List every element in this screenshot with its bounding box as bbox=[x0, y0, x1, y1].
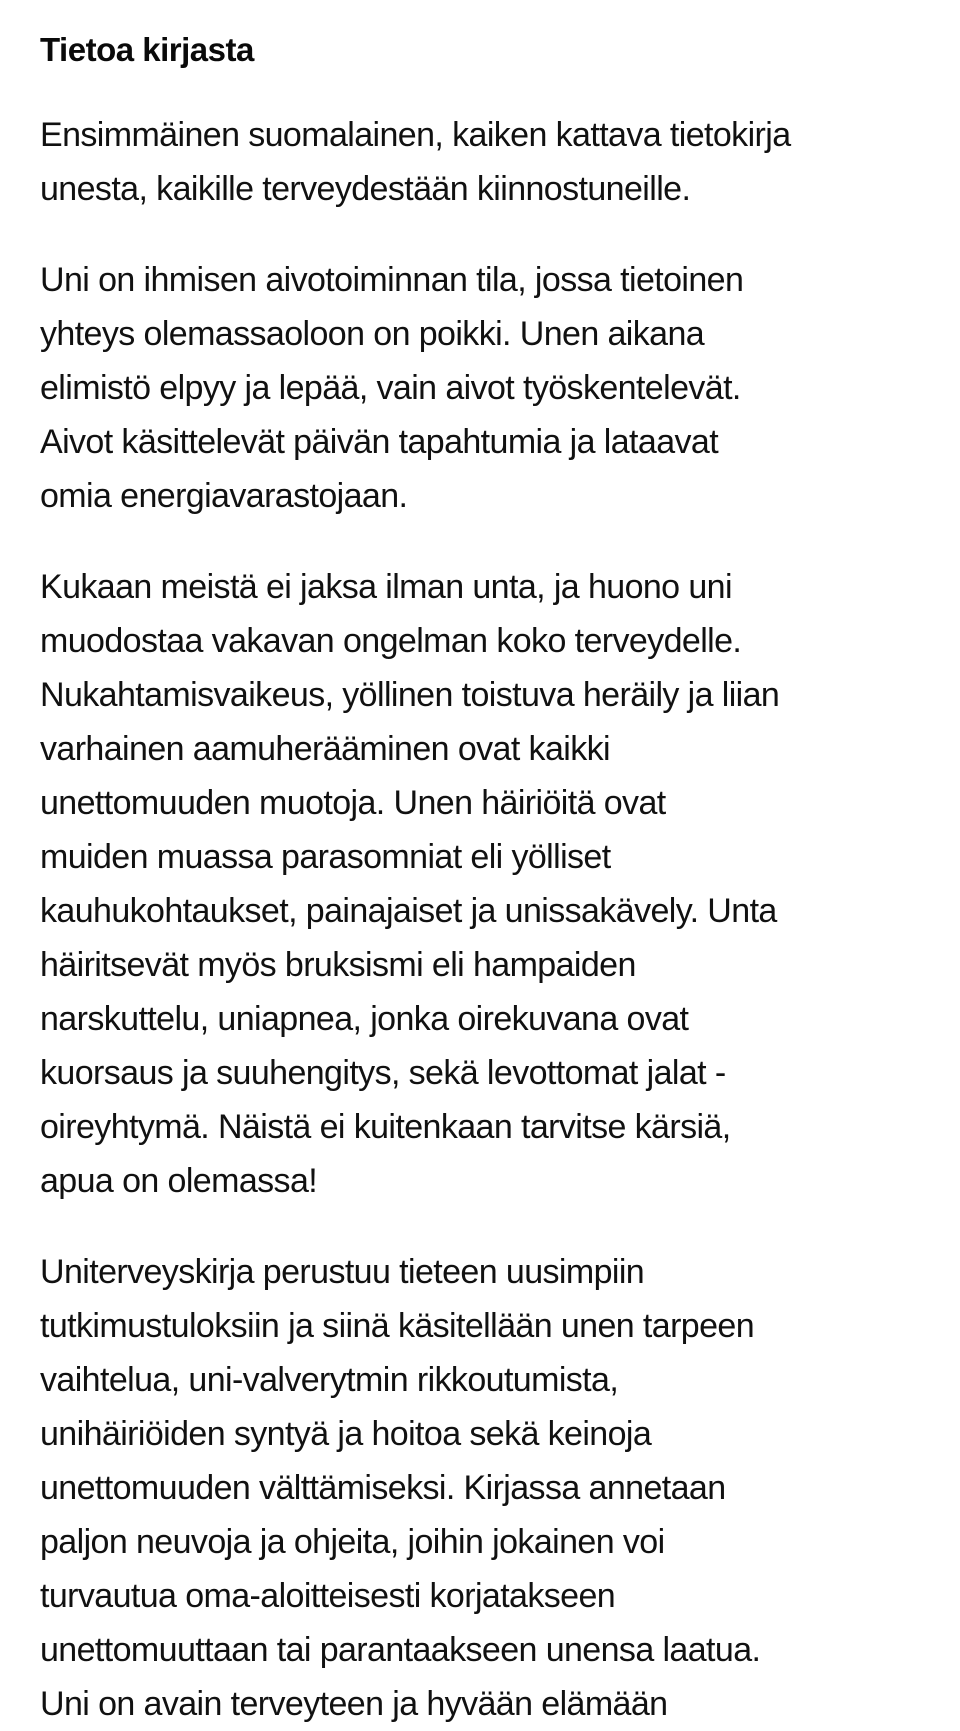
text-line: narskuttelu, uniapnea, jonka oirekuvana ovat bbox=[40, 1000, 689, 1038]
description-paragraph-1 bbox=[40, 108, 791, 216]
text-line: vaihtelua, uni-valverytmin rikkoutumista, bbox=[40, 1361, 619, 1399]
text-line: unettomuuden välttämiseksi. Kirjassa annetaan bbox=[40, 1469, 726, 1507]
description-paragraph-4 bbox=[40, 1245, 760, 1731]
text-line: oireyhtymä. Näistä ei kuitenkaan tarvitse kärsiä, bbox=[40, 1108, 731, 1146]
text-line: turvautua oma-aloitteisesti korjatakseen bbox=[40, 1577, 616, 1615]
text-line: unettomuuttaan tai parantaakseen unensa laatua. bbox=[40, 1631, 761, 1669]
text-line: unettomuuden muotoja. Unen häiriöitä ovat bbox=[40, 784, 666, 822]
text-line: tutkimustuloksiin ja siinä käsitellään unen tarpeen bbox=[40, 1307, 755, 1345]
text-line: omia energiavarastojaan. bbox=[40, 477, 408, 515]
text-line: yhteys olemassaoloon on poikki. Unen aikana bbox=[40, 315, 705, 353]
text-line: Nukahtamisvaikeus, yöllinen toistuva heräily ja liian bbox=[40, 676, 780, 714]
text-line: kauhukohtaukset, painajaiset ja unissakävely. Unta bbox=[40, 892, 777, 930]
description-paragraph-3 bbox=[40, 560, 779, 1208]
text-line: Uni on ihmisen aivotoiminnan tila, jossa tietoinen bbox=[40, 261, 744, 299]
text-line: paljon neuvoja ja ohjeita, joihin jokainen voi bbox=[40, 1523, 665, 1561]
text-line: unesta, kaikille terveydestään kiinnostuneille. bbox=[40, 170, 691, 208]
text-line: unihäiriöiden syntyä ja hoitoa sekä keinoja bbox=[40, 1415, 652, 1453]
text-line: Aivot käsittelevät päivän tapahtumia ja lataavat bbox=[40, 423, 719, 461]
text-line: Kukaan meistä ei jaksa ilman unta, ja huono uni bbox=[40, 568, 732, 606]
text-line: apua on olemassa! bbox=[40, 1162, 318, 1200]
text-line: kuorsaus ja suuhengitys, sekä levottomat jalat - bbox=[40, 1054, 726, 1092]
section-heading: Tietoa kirjasta bbox=[40, 31, 254, 68]
text-line: muiden muassa parasomniat eli yölliset bbox=[40, 838, 611, 876]
description-paragraph-2 bbox=[40, 253, 743, 523]
text-line: muodostaa vakavan ongelman koko terveydelle. bbox=[40, 622, 742, 660]
text-line: Ensimmäinen suomalainen, kaiken kattava tietokirja bbox=[40, 116, 791, 154]
text-line: varhainen aamuherääminen ovat kaikki bbox=[40, 730, 610, 768]
text-line: Uni on avain terveyteen ja hyvään elämään bbox=[40, 1685, 668, 1723]
text-line: häiritsevät myös bruksismi eli hampaiden bbox=[40, 946, 636, 984]
text-line: elimistö elpyy ja lepää, vain aivot työskentelevät. bbox=[40, 369, 741, 407]
text-line: Uniterveyskirja perustuu tieteen uusimpiin bbox=[40, 1253, 645, 1291]
